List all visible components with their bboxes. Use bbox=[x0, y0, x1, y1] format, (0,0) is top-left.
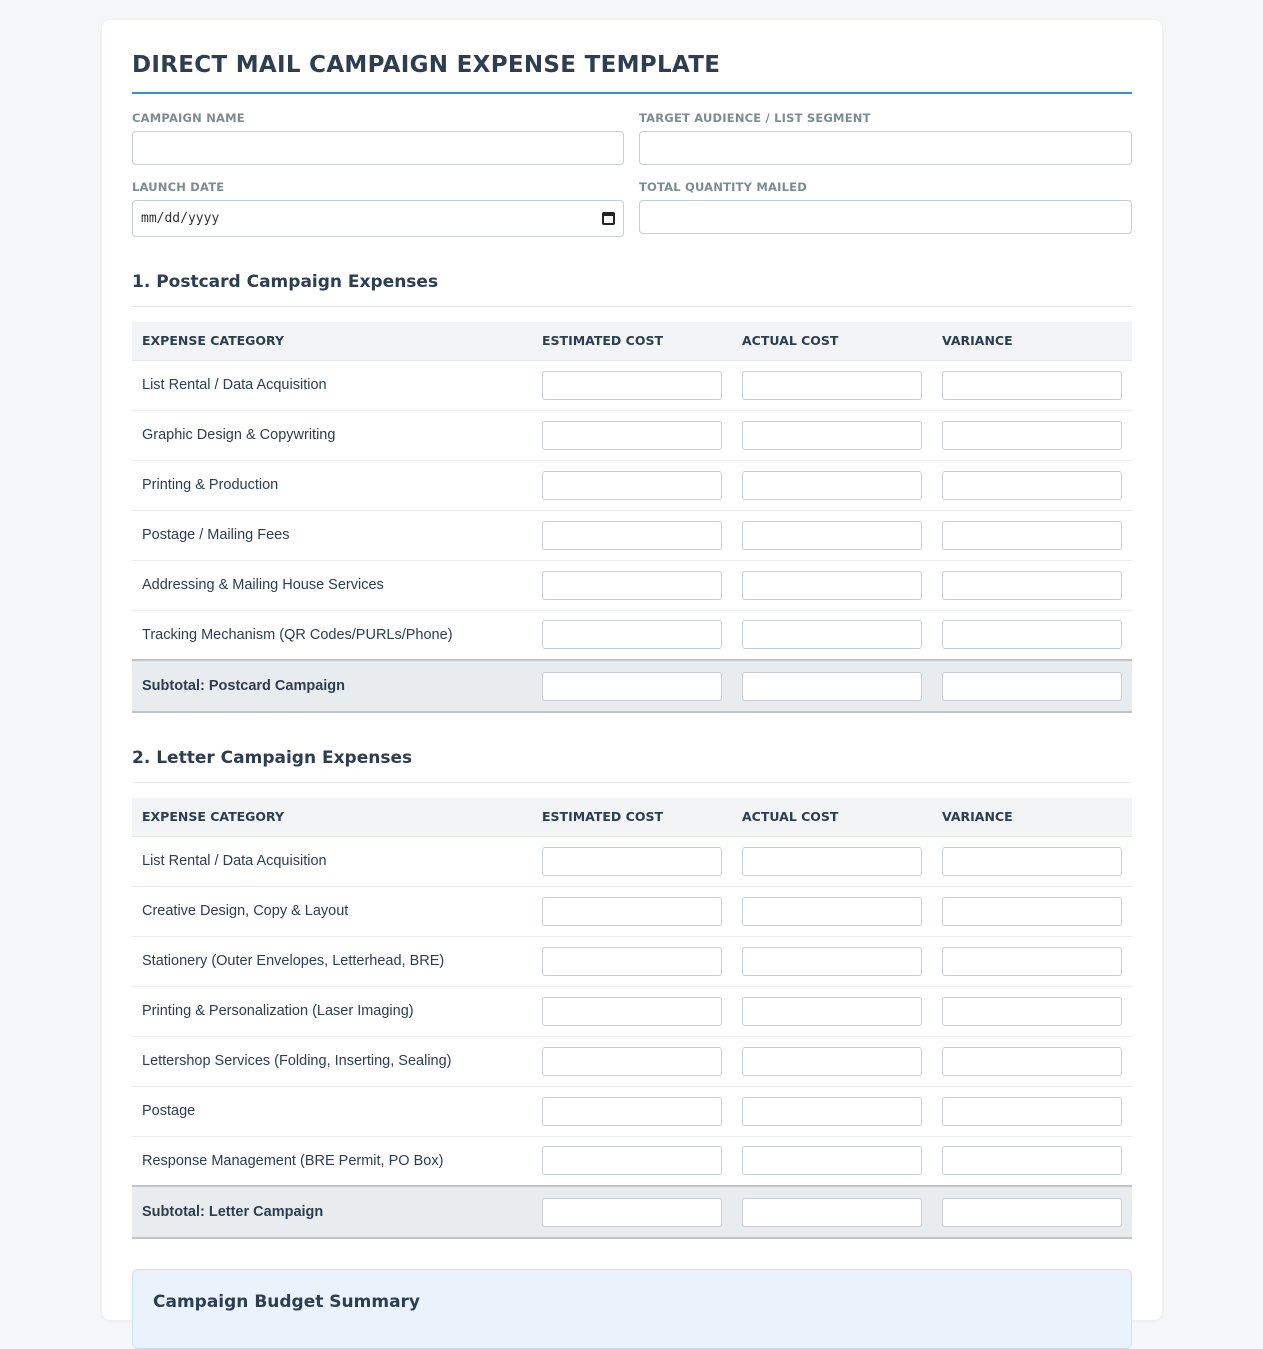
table-header-row bbox=[132, 322, 1132, 360]
header-variance: VARIANCE bbox=[932, 322, 1132, 360]
table-row bbox=[132, 560, 1132, 610]
estimated-cost-cell bbox=[532, 936, 732, 986]
expense-category-cell: Stationery (Outer Envelopes, Letterhead, BRE) bbox=[132, 936, 532, 986]
variance-cell bbox=[932, 560, 1132, 610]
actual-cost-cell bbox=[732, 1036, 932, 1086]
actual-cost-cell bbox=[732, 610, 932, 660]
table-row bbox=[132, 510, 1132, 560]
variance-input[interactable] bbox=[942, 947, 1122, 976]
actual-cost-cell bbox=[732, 560, 932, 610]
variance-input[interactable] bbox=[942, 672, 1122, 701]
estimated-cost-cell bbox=[532, 1136, 732, 1186]
total-quantity-input[interactable] bbox=[639, 200, 1132, 234]
actual-cost-input[interactable] bbox=[742, 1097, 922, 1126]
variance-input[interactable] bbox=[942, 1097, 1122, 1126]
budget-summary-panel bbox=[132, 1269, 1132, 1349]
expense-category-cell: Printing & Personalization (Laser Imaging) bbox=[132, 986, 532, 1036]
variance-cell bbox=[932, 936, 1132, 986]
estimated-cost-cell bbox=[532, 610, 732, 660]
variance-input[interactable] bbox=[942, 897, 1122, 926]
actual-cost-cell bbox=[732, 986, 932, 1036]
expense-category-cell: Postage / Mailing Fees bbox=[132, 510, 532, 560]
postcard-section-title: 1. Postcard Campaign Expenses bbox=[132, 272, 1132, 307]
header-estimated-cost: ESTIMATED COST bbox=[532, 798, 732, 836]
actual-cost-cell bbox=[732, 1186, 932, 1238]
subtotal-label: Subtotal: Postcard Campaign bbox=[132, 660, 532, 712]
estimated-cost-cell bbox=[532, 1086, 732, 1136]
actual-cost-input[interactable] bbox=[742, 371, 922, 400]
estimated-cost-input[interactable] bbox=[542, 1198, 722, 1227]
calendar-icon[interactable] bbox=[602, 212, 615, 225]
variance-input[interactable] bbox=[942, 1146, 1122, 1175]
estimated-cost-input[interactable] bbox=[542, 1146, 722, 1175]
variance-input[interactable] bbox=[942, 521, 1122, 550]
target-audience-input[interactable] bbox=[639, 131, 1132, 165]
header-variance: VARIANCE bbox=[932, 798, 1132, 836]
estimated-cost-cell bbox=[532, 886, 732, 936]
variance-input[interactable] bbox=[942, 847, 1122, 876]
variance-cell bbox=[932, 986, 1132, 1036]
estimated-cost-input[interactable] bbox=[542, 672, 722, 701]
actual-cost-input[interactable] bbox=[742, 897, 922, 926]
header-expense-category: EXPENSE CATEGORY bbox=[132, 322, 532, 360]
estimated-cost-input[interactable] bbox=[542, 847, 722, 876]
expense-category-cell: Tracking Mechanism (QR Codes/PURLs/Phone) bbox=[132, 610, 532, 660]
target-audience-label: TARGET AUDIENCE / LIST SEGMENT bbox=[639, 111, 871, 125]
actual-cost-input[interactable] bbox=[742, 1047, 922, 1076]
expense-category-cell: List Rental / Data Acquisition bbox=[132, 836, 532, 886]
subtotal-row bbox=[132, 1186, 1132, 1238]
actual-cost-input[interactable] bbox=[742, 1198, 922, 1227]
estimated-cost-cell bbox=[532, 460, 732, 510]
campaign-name-input[interactable] bbox=[132, 131, 624, 165]
actual-cost-input[interactable] bbox=[742, 1146, 922, 1175]
variance-cell bbox=[932, 360, 1132, 410]
estimated-cost-cell bbox=[532, 1036, 732, 1086]
campaign-name-label: CAMPAIGN NAME bbox=[132, 111, 245, 125]
expense-category-cell: Response Management (BRE Permit, PO Box) bbox=[132, 1136, 532, 1186]
actual-cost-input[interactable] bbox=[742, 521, 922, 550]
letter-section-title: 2. Letter Campaign Expenses bbox=[132, 748, 1132, 783]
estimated-cost-cell bbox=[532, 360, 732, 410]
actual-cost-input[interactable] bbox=[742, 571, 922, 600]
estimated-cost-input[interactable] bbox=[542, 997, 722, 1026]
subtotal-row bbox=[132, 660, 1132, 712]
total-quantity-group bbox=[639, 180, 1132, 237]
table-row bbox=[132, 836, 1132, 886]
header-expense-category: EXPENSE CATEGORY bbox=[132, 798, 532, 836]
estimated-cost-cell bbox=[532, 836, 732, 886]
subtotal-label: Subtotal: Letter Campaign bbox=[132, 1186, 532, 1238]
actual-cost-cell bbox=[732, 460, 932, 510]
table-header-row bbox=[132, 798, 1132, 836]
target-audience-group bbox=[639, 111, 1132, 165]
expense-category-cell: Graphic Design & Copywriting bbox=[132, 410, 532, 460]
letter-table-body bbox=[132, 836, 1132, 1238]
variance-input[interactable] bbox=[942, 571, 1122, 600]
table-row bbox=[132, 886, 1132, 936]
table-row bbox=[132, 1086, 1132, 1136]
letter-expense-table bbox=[132, 798, 1132, 1239]
actual-cost-input[interactable] bbox=[742, 997, 922, 1026]
estimated-cost-cell bbox=[532, 410, 732, 460]
estimated-cost-input[interactable] bbox=[542, 1097, 722, 1126]
variance-cell bbox=[932, 1136, 1132, 1186]
variance-input[interactable] bbox=[942, 620, 1122, 649]
estimated-cost-input[interactable] bbox=[542, 471, 722, 500]
estimated-cost-input[interactable] bbox=[542, 620, 722, 649]
actual-cost-cell bbox=[732, 886, 932, 936]
estimated-cost-cell bbox=[532, 660, 732, 712]
campaign-name-group bbox=[132, 111, 624, 165]
expense-category-cell: Addressing & Mailing House Services bbox=[132, 560, 532, 610]
variance-cell bbox=[932, 510, 1132, 560]
variance-cell bbox=[932, 410, 1132, 460]
actual-cost-cell bbox=[732, 510, 932, 560]
total-quantity-label: TOTAL QUANTITY MAILED bbox=[639, 180, 807, 194]
table-row bbox=[132, 1136, 1132, 1186]
postcard-table-body bbox=[132, 360, 1132, 712]
table-row bbox=[132, 936, 1132, 986]
actual-cost-input[interactable] bbox=[742, 947, 922, 976]
expense-category-cell: List Rental / Data Acquisition bbox=[132, 360, 532, 410]
actual-cost-cell bbox=[732, 410, 932, 460]
header-actual-cost: ACTUAL COST bbox=[732, 798, 932, 836]
header-actual-cost: ACTUAL COST bbox=[732, 322, 932, 360]
estimated-cost-cell bbox=[532, 1186, 732, 1238]
table-row bbox=[132, 410, 1132, 460]
actual-cost-cell bbox=[732, 360, 932, 410]
launch-date-label: LAUNCH DATE bbox=[132, 180, 225, 194]
variance-cell bbox=[932, 1086, 1132, 1136]
launch-date-group bbox=[132, 180, 624, 237]
launch-date-input[interactable] bbox=[132, 200, 624, 237]
estimated-cost-input[interactable] bbox=[542, 571, 722, 600]
variance-input[interactable] bbox=[942, 471, 1122, 500]
variance-cell bbox=[932, 460, 1132, 510]
postcard-expense-table bbox=[132, 322, 1132, 713]
estimated-cost-input[interactable] bbox=[542, 371, 722, 400]
actual-cost-input[interactable] bbox=[742, 672, 922, 701]
estimated-cost-input[interactable] bbox=[542, 421, 722, 450]
table-row bbox=[132, 610, 1132, 660]
actual-cost-input[interactable] bbox=[742, 471, 922, 500]
expense-category-cell: Printing & Production bbox=[132, 460, 532, 510]
variance-cell bbox=[932, 886, 1132, 936]
actual-cost-cell bbox=[732, 1086, 932, 1136]
variance-input[interactable] bbox=[942, 1047, 1122, 1076]
expense-category-cell: Lettershop Services (Folding, Inserting, Sealing) bbox=[132, 1036, 532, 1086]
expense-category-cell: Creative Design, Copy & Layout bbox=[132, 886, 532, 936]
estimated-cost-cell bbox=[532, 986, 732, 1036]
actual-cost-cell bbox=[732, 660, 932, 712]
variance-cell bbox=[932, 660, 1132, 712]
actual-cost-cell bbox=[732, 836, 932, 886]
estimated-cost-input[interactable] bbox=[542, 947, 722, 976]
variance-input[interactable] bbox=[942, 1198, 1122, 1227]
actual-cost-cell bbox=[732, 1136, 932, 1186]
postcard-section bbox=[132, 272, 1132, 713]
estimated-cost-input[interactable] bbox=[542, 897, 722, 926]
variance-input[interactable] bbox=[942, 421, 1122, 450]
table-row bbox=[132, 460, 1132, 510]
header-estimated-cost: ESTIMATED COST bbox=[532, 322, 732, 360]
letter-section bbox=[132, 748, 1132, 1239]
estimated-cost-cell bbox=[532, 510, 732, 560]
variance-cell bbox=[932, 610, 1132, 660]
variance-input[interactable] bbox=[942, 997, 1122, 1026]
expense-category-cell: Postage bbox=[132, 1086, 532, 1136]
estimated-cost-cell bbox=[532, 560, 732, 610]
variance-cell bbox=[932, 836, 1132, 886]
table-row bbox=[132, 1036, 1132, 1086]
variance-cell bbox=[932, 1186, 1132, 1238]
table-row bbox=[132, 986, 1132, 1036]
variance-input[interactable] bbox=[942, 371, 1122, 400]
campaign-info-grid bbox=[132, 111, 1132, 252]
estimated-cost-input[interactable] bbox=[542, 1047, 722, 1076]
page-title: DIRECT MAIL CAMPAIGN EXPENSE TEMPLATE bbox=[132, 52, 1132, 94]
actual-cost-input[interactable] bbox=[742, 847, 922, 876]
table-row bbox=[132, 360, 1132, 410]
launch-date-placeholder: mm/dd/yyyy bbox=[141, 211, 220, 226]
estimated-cost-input[interactable] bbox=[542, 521, 722, 550]
expense-template-card bbox=[102, 20, 1162, 1320]
variance-cell bbox=[932, 1036, 1132, 1086]
budget-summary-title: Campaign Budget Summary bbox=[153, 1292, 421, 1312]
actual-cost-input[interactable] bbox=[742, 620, 922, 649]
actual-cost-cell bbox=[732, 936, 932, 986]
actual-cost-input[interactable] bbox=[742, 421, 922, 450]
